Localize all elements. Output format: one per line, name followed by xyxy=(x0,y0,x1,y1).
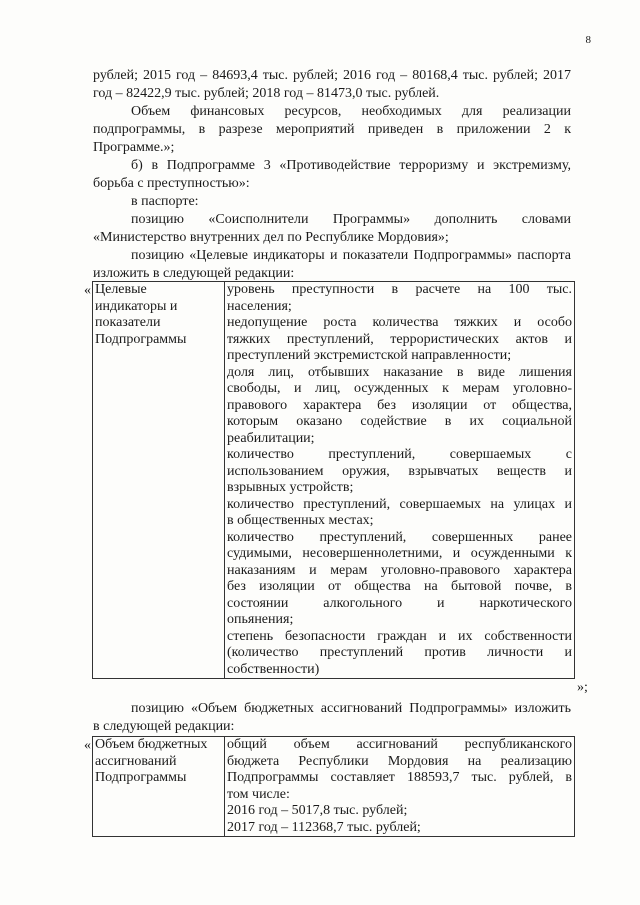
indicator-row: без изоляции от общества на бытовой почве, в xyxy=(227,579,572,594)
budget-row: Подпрограммы составляет 188593,7 тыс. рублей, в xyxy=(227,770,572,785)
budget-row: том числе: xyxy=(227,786,290,802)
intro-line-2: год – 82422,9 тыс. рублей; 2018 год – 81473,0 тыс. рублей. xyxy=(93,86,440,101)
budget-row: общий объем ассигнований республиканского xyxy=(227,737,572,752)
indicator-row: степень безопасности граждан и их собственности xyxy=(227,628,572,644)
indicator-row: количество преступлений, совершаемых на улицах и xyxy=(227,496,572,512)
budget-label-line: ассигнований xyxy=(95,753,177,769)
intro-line-1: рублей; 2015 год – 84693,4 тыс. рублей; 2016 год – 80168,4 тыс. рублей; 2017 xyxy=(93,68,571,83)
indicators-label-line: показатели xyxy=(95,315,161,330)
page-number: 8 xyxy=(585,34,591,46)
budget-label-line: Объем бюджетных xyxy=(95,737,208,752)
indicator-row: преступлений экстремистской направленности; xyxy=(227,348,512,363)
indicator-row: недопущение роста количества тяжких и особо xyxy=(227,315,572,330)
coexec-line-2: «Министерство внутренних дел по Республике Мордовия»; xyxy=(93,230,449,245)
budget-row: бюджета Республики Мордовия на реализацию xyxy=(227,753,572,769)
close-quote: »; xyxy=(577,680,588,695)
subprogram3-line-1: б) в Подпрограмме 3 «Противодействие терроризму и экстремизму, xyxy=(131,158,571,173)
indicator-row: уровень преступности в расчете на 100 тыс. xyxy=(227,282,572,297)
indicators-line-1: позицию «Целевые индикаторы и показатели Подпрограммы» паспорта xyxy=(131,248,571,263)
indicator-row: (количество преступлений против личности и xyxy=(227,645,572,660)
budget-line-2: в следующей редакции: xyxy=(93,719,235,734)
budget-table xyxy=(92,736,575,837)
indicator-row: судимыми, несовершеннолетними, и осужденными к xyxy=(227,546,572,561)
indicator-row: количество преступлений, совершенных ранее xyxy=(227,529,572,545)
indicator-row: которым оказано содействие в их социальной xyxy=(227,414,572,429)
indicator-row: в общественных местах; xyxy=(227,513,374,528)
budget-row: 2017 год – 112368,7 тыс. рублей; xyxy=(227,819,421,835)
indicators-line-2: изложить в следующей редакции: xyxy=(93,266,295,281)
indicator-row: правового характера без изоляции от общества, xyxy=(227,397,572,413)
subprogram3-line-2: борьба с преступностью»: xyxy=(93,176,250,191)
open-quote: « xyxy=(84,283,91,298)
indicator-row: использованием оружия, взрывчатых веществ и xyxy=(227,463,572,479)
indicator-row: количество преступлений, совершаемых с xyxy=(227,447,572,462)
indicator-row: собственности) xyxy=(227,661,320,677)
indicators-label-line: Подпрограммы xyxy=(95,331,187,347)
budget-label-cell xyxy=(93,737,225,837)
indicators-label-cell xyxy=(93,282,225,679)
resources-line-2: подпрограммы, в разрезе мероприятий приведен в приложении 2 к xyxy=(93,122,571,137)
indicators-label-line: индикаторы и xyxy=(95,298,178,314)
indicator-row: свободы, и лиц, осужденных к мерам уголовно- xyxy=(227,381,572,396)
indicator-row: опьянения; xyxy=(227,612,294,627)
open-quote-budget: « xyxy=(84,738,91,753)
indicator-row: наказаниям и мерам уголовно-правового характера xyxy=(227,562,572,578)
indicator-row: взрывных устройств; xyxy=(227,480,354,495)
indicator-row: реабилитации; xyxy=(227,430,315,446)
indicators-table xyxy=(92,281,575,679)
budget-label-line: Подпрограммы xyxy=(95,770,187,785)
indicators-label-line: Целевые xyxy=(95,282,147,297)
budget-value-cell xyxy=(225,737,575,837)
indicator-row: населения; xyxy=(227,298,292,314)
resources-line-3: Программе.»; xyxy=(93,140,175,155)
indicators-value-cell xyxy=(225,282,575,679)
indicator-row: доля лиц, отбывших наказание в виде лишения xyxy=(227,364,572,380)
indicator-row: тяжких преступлений, террористических актов и xyxy=(227,331,572,347)
budget-line-1: позицию «Объем бюджетных ассигнований Подпрограммы» изложить xyxy=(131,701,571,716)
resources-line-1: Объем финансовых ресурсов, необходимых для реализации xyxy=(131,104,571,119)
budget-row: 2016 год – 5017,8 тыс. рублей; xyxy=(227,803,408,818)
indicator-row: состоянии алкогольного и наркотического xyxy=(227,595,572,611)
coexec-line-1: позицию «Соисполнители Программы» дополнить словами xyxy=(131,212,571,227)
passport-label: в паспорте: xyxy=(131,194,199,209)
